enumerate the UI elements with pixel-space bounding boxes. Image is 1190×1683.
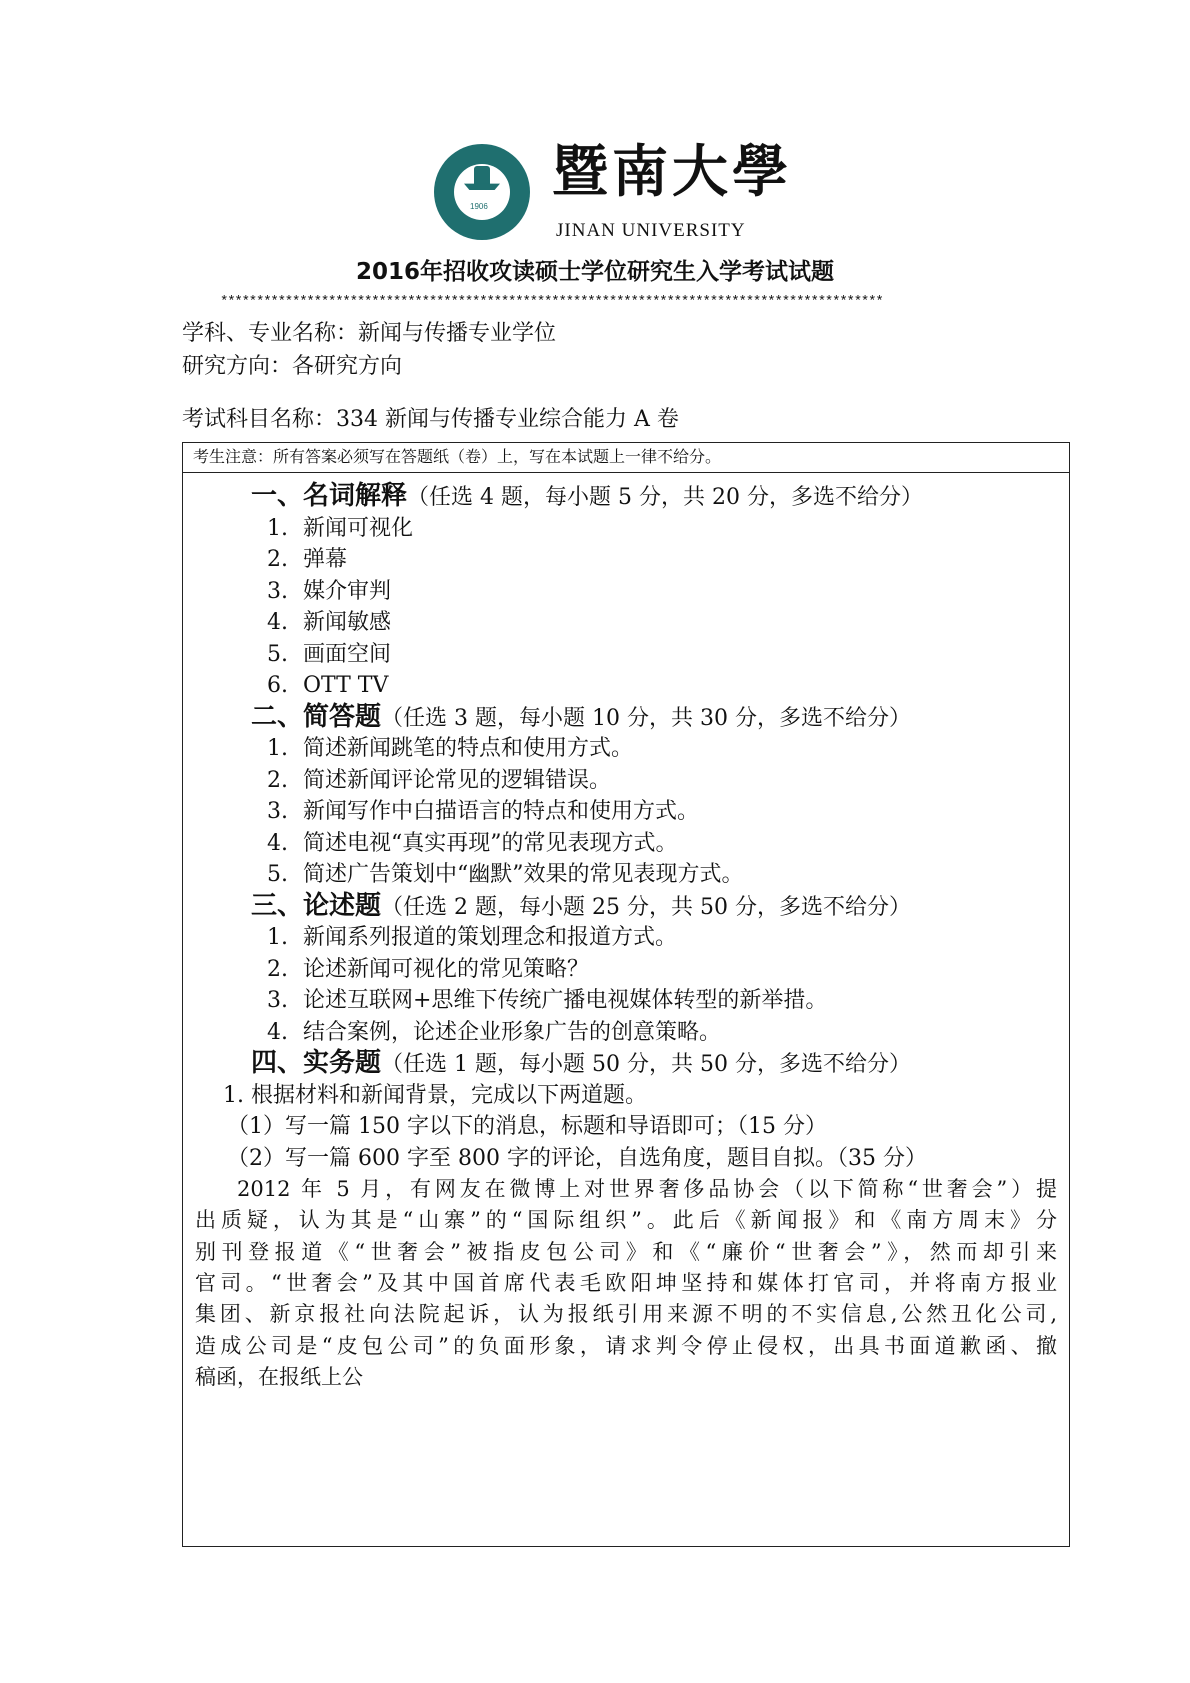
item-text: 新闻写作中白描语言的特点和使用方式。 — [303, 799, 700, 824]
exam-content-box — [182, 442, 1070, 1547]
practice-subquestion — [227, 1143, 927, 1174]
item-number: 1. — [267, 925, 288, 950]
item-number: 3. — [267, 799, 288, 824]
section-heading — [251, 891, 911, 923]
candidate-notice: 考生注意：所有答案必须写在答题纸（卷）上，写在本试题上一律不给分。 — [193, 447, 722, 466]
material-line: 造成公司是“皮包公司”的负面形象，请求判令停止侵权，出具书面道歉函、撤 — [195, 1333, 1057, 1358]
section-title: 一、名词解释 — [251, 481, 408, 511]
research-direction: 研究方向：各研究方向 — [182, 354, 403, 379]
material-line: 别刊登报道《“世奢会”被指皮包公司》和《“廉价“世奢会”》，然而却引来 — [195, 1239, 1057, 1264]
item-text: 媒介审判 — [303, 578, 392, 604]
question-item — [267, 828, 678, 859]
logo-chinese-name: 暨南大學 — [552, 139, 792, 205]
question-item — [267, 985, 827, 1016]
question-item — [267, 576, 391, 607]
section-rule: （任选 3 题，每小题 10 分，共 30 分，多选不给分） — [381, 705, 911, 731]
item-text: 新闻系列报道的策划理念和报道方式。 — [303, 925, 678, 950]
section-rule: （任选 4 题，每小题 5 分，共 20 分，多选不给分） — [407, 485, 923, 510]
exam-title: 2016年招收攻读硕士学位研究生入学考试试题 — [355, 259, 834, 285]
item-text: 简述电视“真实再现”的常见表现方式。 — [303, 830, 678, 856]
item-text: 画面空间 — [303, 641, 392, 667]
question-item — [267, 922, 677, 953]
seal-year: 1906 — [470, 202, 488, 211]
university-seal-icon — [434, 144, 530, 240]
item-text: 新闻敏感 — [303, 610, 392, 635]
section-rule: （任选 2 题，每小题 25 分，共 50 分，多选不给分） — [381, 894, 911, 920]
item-number: 1. — [267, 736, 288, 761]
item-number: 5. — [267, 641, 288, 667]
item-text: 简述新闻评论常见的逻辑错误。 — [303, 767, 612, 793]
material-line: 出质疑，认为其是“山寨”的“国际组织”。此后《新闻报》和《南方周末》分 — [195, 1208, 1057, 1233]
section-title: 二、简答题 — [251, 701, 382, 732]
item-text: 新闻可视化 — [303, 515, 414, 541]
section-title: 四、实务题 — [251, 1048, 382, 1078]
question-item — [267, 544, 347, 575]
question-item — [267, 733, 633, 764]
section-title: 三、论述题 — [251, 890, 382, 921]
item-number: 4. — [267, 610, 288, 635]
material-line: 稿函，在报纸上公 — [195, 1364, 363, 1389]
university-logo — [434, 139, 792, 248]
item-number: 3. — [267, 988, 288, 1013]
item-text: 弹幕 — [303, 547, 348, 572]
question-item — [267, 670, 388, 701]
divider — [183, 472, 1069, 473]
practice-sub2: （2）写一篇 600 字至 800 字的评论，自选角度，题目自拟。（35 分） — [227, 1145, 927, 1171]
section-rule: （任选 1 题，每小题 50 分，共 50 分，多选不给分） — [381, 1052, 911, 1077]
item-text: 简述广告策划中“幽默”效果的常见表现方式。 — [303, 862, 744, 887]
section-heading — [251, 702, 911, 734]
practice-question: 1. 根据材料和新闻背景，完成以下两道题。 — [223, 1082, 647, 1108]
practice-sub1: （1）写一篇 150 字以下的消息，标题和导语即可；（15 分） — [227, 1114, 827, 1139]
question-item — [267, 513, 413, 544]
item-number: 4. — [267, 830, 288, 856]
item-text: 论述互联网+思维下传统广播电视媒体转型的新举措。 — [303, 988, 828, 1013]
section-heading — [251, 1048, 911, 1080]
question-item — [267, 1017, 721, 1048]
item-number: 5. — [267, 862, 288, 887]
item-number: 2. — [267, 767, 288, 793]
question-item — [267, 954, 589, 985]
question-item — [267, 859, 744, 890]
item-text: 简述新闻跳笔的特点和使用方式。 — [303, 736, 634, 761]
question-item — [267, 607, 391, 638]
material-line: 官司。“世奢会”及其中国首席代表毛欧阳坤坚持和媒体打官司，并将南方报业 — [195, 1270, 1057, 1295]
practice-question-row — [223, 1080, 647, 1111]
question-item — [267, 639, 391, 670]
question-item — [267, 765, 611, 796]
section-heading — [251, 481, 923, 513]
item-text: 论述新闻可视化的常见策略？ — [303, 956, 590, 982]
major-name: 学科、专业名称：新闻与传播专业学位 — [182, 321, 557, 346]
item-text: OTT TV — [303, 673, 389, 698]
logo-english-name: JINAN UNIVERSITY — [556, 220, 746, 241]
practice-subquestion — [227, 1111, 827, 1142]
item-text: 结合案例，论述企业形象广告的创意策略。 — [303, 1019, 722, 1045]
item-number: 2. — [267, 956, 288, 982]
question-item — [267, 796, 699, 827]
subject-name: 考试科目名称：334 新闻与传播专业综合能力 A 卷 — [182, 407, 679, 432]
star-divider: ******************************************************************************************** — [220, 294, 883, 310]
item-number: 2. — [267, 547, 288, 572]
item-number: 1. — [267, 515, 288, 541]
material-line: 2012 年 5 月，有网友在微博上对世界奢侈品协会（以下简称“世奢会”）提 — [237, 1177, 1057, 1201]
item-number: 4. — [267, 1019, 288, 1045]
item-number: 6. — [267, 673, 288, 698]
material-line: 集团、新京报社向法院起诉，认为报纸引用来源不明的不实信息,公然丑化公司, — [195, 1302, 1057, 1327]
item-number: 3. — [267, 578, 288, 604]
